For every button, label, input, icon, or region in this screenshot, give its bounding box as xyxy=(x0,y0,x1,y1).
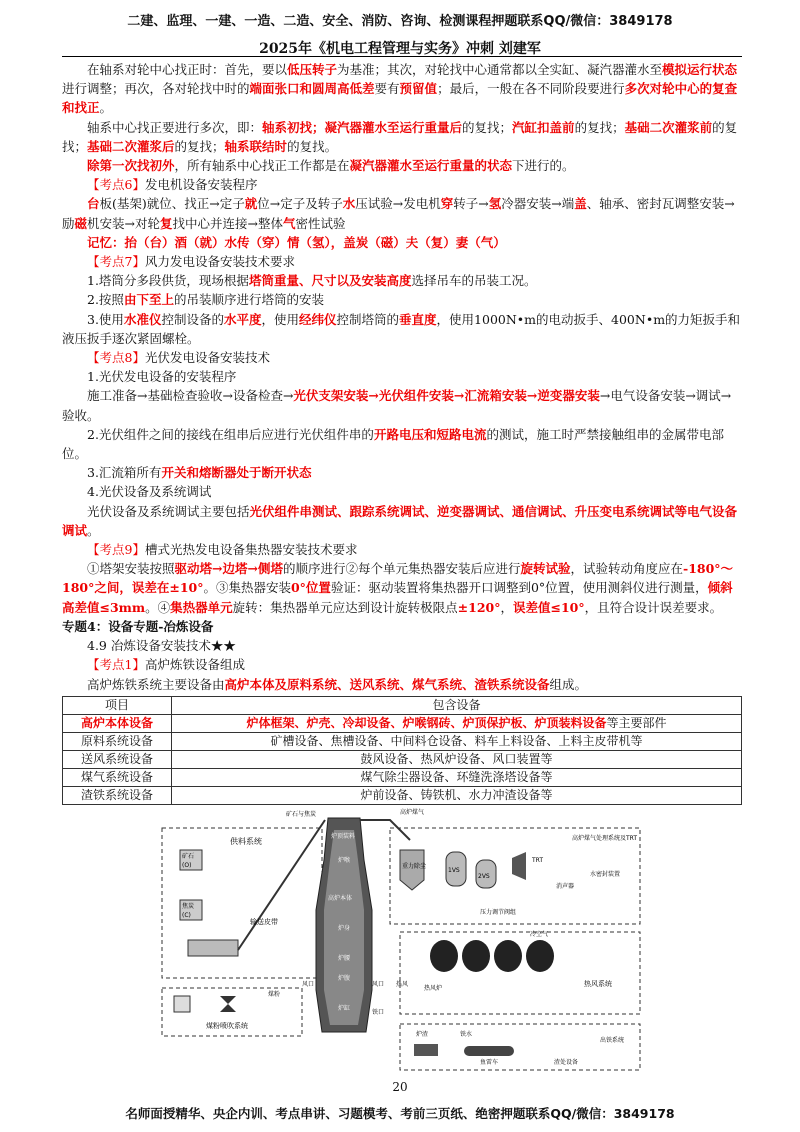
kaodian-1: 【考点1】高炉炼铁设备组成 xyxy=(87,657,245,673)
page-header: 二建、监理、一建、一造、二造、安全、消防、咨询、检测课程押题联系QQ/微信：3849178 xyxy=(127,14,673,29)
table-row xyxy=(63,750,742,768)
para-solar-thermal: ①塔架安装按照驱动塔→边塔→侧塔的顺序进行②每个单元集热器安装后应进行旋转试验，试验转动角度应在-180°～180°之间，误差在±10°。③集热器安装0°位置验证：驱动装置将集热器开口调整到0°位置，使用测斜仪进行测量，倾斜高差值≤3mm。④集热器单元旋转：集热器单元应达到设计旋转极限点±120°，误差值≤10°，且符合设计误差要求。 xyxy=(62,561,734,615)
table-header-cell: 包含设备 xyxy=(172,696,742,714)
table-cell: 炉前设备、铸铁机、水力冲渣设备等 xyxy=(172,786,742,804)
table-cell: 原料系统设备 xyxy=(63,732,172,750)
supply-system-label: 供料系统 xyxy=(230,837,262,846)
para-tower-2: 2.按照由下至上的吊装顺序进行塔筒的安装 xyxy=(87,292,324,308)
topic-heading: 专题4：设备专题-冶炼设备 xyxy=(62,618,214,634)
para-multiple-checks: 轴系中心找正要进行多次，即：轴系初找；凝汽器灌水至运行重量后的复找；汽缸扣盖前的复找；基础二次灌浆前的复找；基础二次灌浆后的复找；轴系联结时的复找。 xyxy=(62,119,738,154)
table-cell: 炉体框架、炉壳、冷却设备、炉喉钢砖、炉顶保护板、炉顶装料设备等主要部件 xyxy=(172,714,742,732)
para-state: 除第一次找初外，所有轴系中心找正工作都是在凝汽器灌水至运行重量的状态下进行的。 xyxy=(87,158,575,174)
page-number: 20 xyxy=(392,1080,408,1094)
tuyere-left-label: 风口 xyxy=(302,981,315,988)
table-header-cell: 项目 xyxy=(63,696,172,714)
gas-top-label: 高炉煤气 xyxy=(400,809,425,816)
tuyere-right-label: 风口 xyxy=(372,981,385,988)
vs2-label: 2VS xyxy=(478,873,490,880)
hopper-icon xyxy=(188,940,238,956)
coal-label: 煤粉 xyxy=(268,991,281,998)
coke-label: 焦炭 xyxy=(182,903,195,910)
para-pv-1: 1.光伏发电设备的安装程序 xyxy=(87,369,237,385)
table-row xyxy=(63,768,742,786)
belly-label: 炉腰 xyxy=(338,955,351,962)
hot-stove-icon xyxy=(494,940,522,972)
ore-label: 矿石 xyxy=(182,853,195,860)
memory-tip: 记忆：抬（台）酒（就）水传（穿）情（氢），盖炭（磁）夫（复）妻（气） xyxy=(87,234,506,250)
hot-stove-label: 热风炉 xyxy=(424,985,443,992)
page-footer: 名师面授精华、央企内训、考点串讲、习题模考、考前三页纸、绝密押题联系QQ/微信：3849178 xyxy=(125,1106,675,1121)
hearth-label: 炉缸 xyxy=(338,1005,351,1012)
shaft-label: 炉身 xyxy=(338,925,351,932)
furnace-body-label: 高炉本体 xyxy=(328,895,353,902)
para-tower-3: 3.使用水准仪控制设备的水平度，使用经纬仪控制塔筒的垂直度，使用1000N•m的电动扳手、400N•m的力矩扳手和液压扳手逐次紧固螺栓。 xyxy=(62,311,741,346)
table-row xyxy=(63,714,742,732)
header-rule xyxy=(62,56,742,57)
table-row xyxy=(63,732,742,750)
ivs-label: 1VS xyxy=(448,867,460,874)
silencer-label: 消声器 xyxy=(556,883,575,890)
gas-pipe xyxy=(360,820,410,840)
iron-label: 铁水 xyxy=(460,1031,473,1038)
hot-stove-icon xyxy=(526,940,554,972)
para-alignment: 在轴系对轮中心找正时：首先，要以低压转子为基准；其次，对轮找中心通常都以全实缸、凝汽器灌水至模拟运行状态进行调整；再次，各对轮找中时的端面张口和圆周高低差要有预留值；最后，一般在各不同阶段要进行多次对轮中心的复查和找正。 xyxy=(62,62,738,116)
conveyor-label: 输送皮带 xyxy=(250,918,278,926)
main-content xyxy=(62,60,742,805)
hot-air-label: 热风 xyxy=(396,981,409,988)
kaodian-6: 【考点6】发电机设备安装程序 xyxy=(87,177,258,193)
kaodian-9: 【考点9】槽式光热发电设备集热器安装技术要求 xyxy=(87,542,358,558)
para-pv-4: 4.光伏设备及系统调试 xyxy=(87,484,212,500)
section-heading: 4.9 冶炼设备安装技术★★ xyxy=(87,638,236,654)
para-pv-2: 2.光伏组件之间的接线在组串后应进行光伏组件串的开路电压和短路电流的测试，施工时严禁接触组串的金属带电部位。 xyxy=(62,426,724,462)
slag-car-icon xyxy=(414,1044,438,1056)
bosh-label: 炉腹 xyxy=(338,975,351,982)
table-cell: 煤气系统设备 xyxy=(63,768,172,786)
granulation-label: 渣处设备 xyxy=(554,1059,579,1066)
tapping-system-label: 出铁系统 xyxy=(600,1037,625,1044)
coal-injection-label: 煤粉喷吹系统 xyxy=(206,1022,248,1030)
table-cell: 送风系统设备 xyxy=(63,750,172,768)
table-cell: 煤气除尘器设备、环缝洗涤塔设备等 xyxy=(172,768,742,786)
kaodian-8: 【考点8】光伏发电设备安装技术 xyxy=(87,350,270,366)
coke-symbol: (C) xyxy=(182,912,191,919)
ore-symbol: (O) xyxy=(182,862,192,869)
taphole-label: 铁口 xyxy=(372,1009,385,1016)
trt-icon xyxy=(512,852,526,880)
furnace-throat-label: 炉喉 xyxy=(338,857,351,864)
trt-label: TRT xyxy=(532,857,544,864)
ore-coke-label: 矿石与焦炭 xyxy=(286,811,317,818)
cold-air-label: 冷空气 xyxy=(530,931,549,938)
table-cell: 渣铁系统设备 xyxy=(63,786,172,804)
hot-stove-icon xyxy=(462,940,490,972)
table-cell: 鼓风设备、热风炉设备、风口装置等 xyxy=(172,750,742,768)
blast-furnace-diagram xyxy=(160,800,646,1072)
dust-catcher-icon xyxy=(400,850,427,890)
coal-valve-icon xyxy=(220,996,236,1012)
throat-label: 炉顶装料 xyxy=(331,833,356,840)
kaodian-7: 【考点7】风力发电设备安装技术要求 xyxy=(87,254,295,270)
para-blast-furnace: 高炉炼铁系统主要设备由高炉本体及原料系统、送风系统、煤气系统、渣铁系统设备组成。 xyxy=(87,676,588,692)
para-pv-steps: 施工准备→基础检查验收→设备检查→光伏支架安装→光伏组件安装→汇流箱安装→逆变器安装→电气设备安装→调试→验收。 xyxy=(62,388,732,423)
para-generator-steps: 台板(基架)就位、找正→定子就位→定子及转子水压试验→发电机穿转子→氢冷器安装→端盖、轴承、密封瓦调整安装→励磁机安装→对轮复找中心并连接→整体气密性试验 xyxy=(62,196,735,231)
dust-catcher-label: 重力除尘 xyxy=(402,863,427,870)
torpedo-car-label: 鱼雷车 xyxy=(480,1059,499,1066)
page-subtitle: 2025年《机电工程管理与实务》冲刺 刘建军 xyxy=(259,41,541,57)
coal-mill-icon xyxy=(174,996,190,1012)
table-cell: 高炉本体设备 xyxy=(63,714,172,732)
para-pv-3: 3.汇流箱所有开关和熔断器处于断开状态 xyxy=(87,465,312,481)
para-tower-1: 1.塔筒分多段供货，现场根据塔筒重量、尺寸以及安装高度选择吊车的吊装工况。 xyxy=(87,273,537,289)
table-cell: 矿槽设备、焦槽设备、中间料仓设备、料车上料设备、上料主皮带机等 xyxy=(172,732,742,750)
valve-label: 压力调节阀组 xyxy=(480,909,517,916)
para-pv-debug: 光伏设备及系统调试主要包括光伏组件串测试、跟踪系统调试、逆变器调试、通信调试、升压变电系统调试等电气设备调试。 xyxy=(62,503,738,538)
table-header-row xyxy=(63,696,742,714)
equipment-table xyxy=(62,696,742,805)
seal-label: 水密封装置 xyxy=(590,871,621,878)
hot-stove-icon xyxy=(430,940,458,972)
gas-process-label: 高炉煤气处理系统及TRT xyxy=(572,835,638,842)
torpedo-car-icon xyxy=(464,1046,514,1056)
slag-label: 炉渣 xyxy=(416,1031,429,1038)
hot-air-system-label: 热风系统 xyxy=(584,980,612,988)
